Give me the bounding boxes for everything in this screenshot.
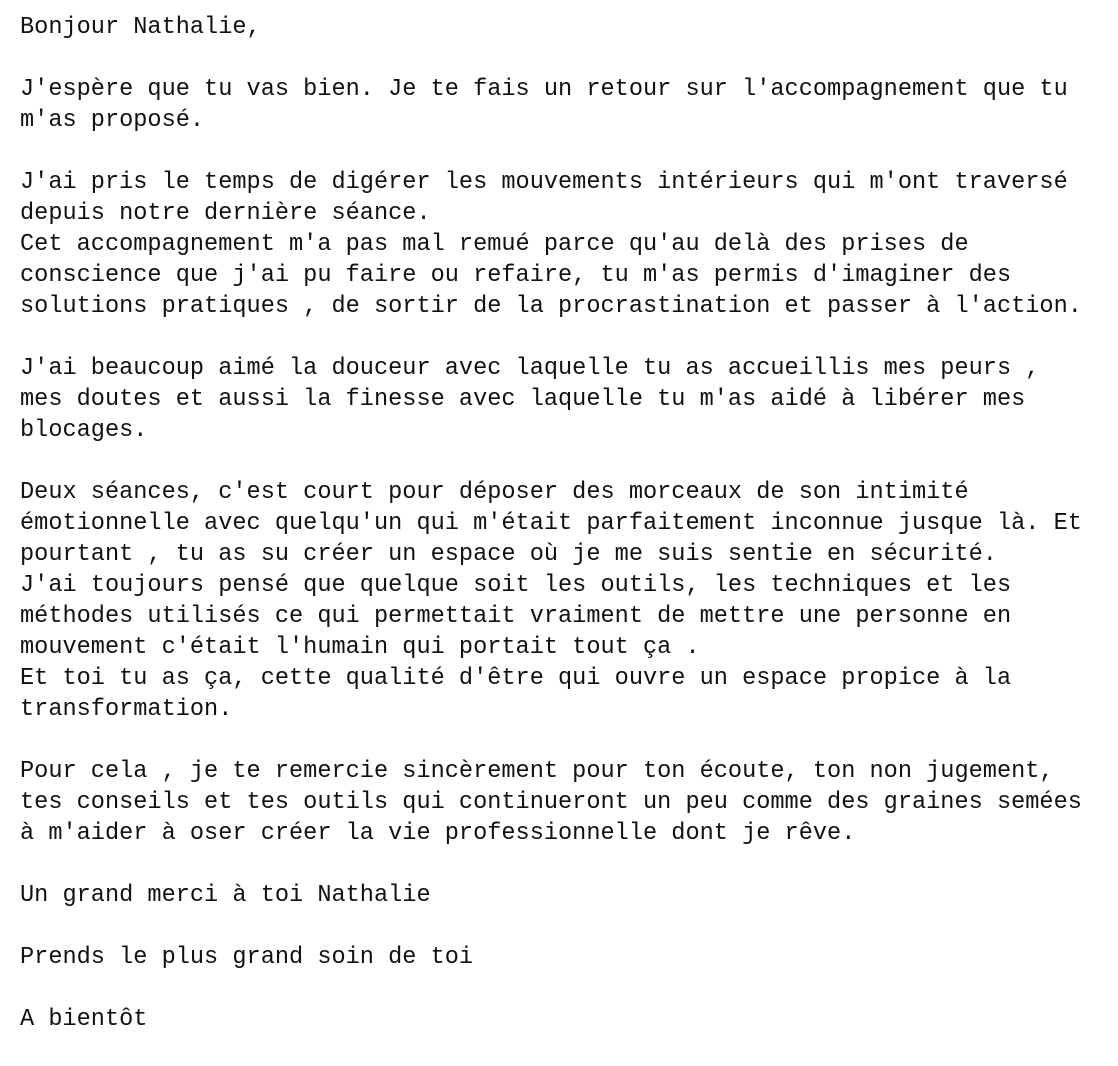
text-line: tes conseils et tes outils qui continueront un peu comme des graines semées	[20, 789, 1082, 816]
paragraph-appreciation	[20, 353, 1110, 446]
text-line: blocages.	[20, 417, 148, 444]
care-line	[20, 942, 1110, 973]
text-line: m'as proposé.	[20, 107, 205, 134]
text-line: pourtant , tu as su créer un espace où je me suis sentie en sécurité.	[20, 541, 997, 568]
text-line: mouvement c'était l'humain qui portait tout ça .	[20, 634, 700, 661]
text-line: Et toi tu as ça, cette qualité d'être qui ouvre un espace propice à la	[20, 665, 1012, 692]
text-line: Un grand merci à toi Nathalie	[20, 882, 431, 909]
text-line: Pour cela , je te remercie sincèrement pour ton écoute, ton non jugement,	[20, 758, 1054, 785]
paragraph-intro	[20, 74, 1110, 136]
text-line: transformation.	[20, 696, 233, 723]
text-line: à m'aider à oser créer la vie professionnelle dont je rêve.	[20, 820, 856, 847]
paragraph-gratitude	[20, 756, 1110, 849]
text-line: A bientôt	[20, 1006, 148, 1033]
text-line: J'espère que tu vas bien. Je te fais un retour sur l'accompagnement que tu	[20, 76, 1068, 103]
thanks-line	[20, 880, 1110, 911]
paragraph-reflection	[20, 167, 1110, 322]
text-line: conscience que j'ai pu faire ou refaire, tu m'as permis d'imaginer des	[20, 262, 1012, 289]
text-line: Prends le plus grand soin de toi	[20, 944, 474, 971]
text-line: méthodes utilisés ce qui permettait vraiment de mettre une personne en	[20, 603, 1012, 630]
paragraph-sessions	[20, 477, 1110, 725]
text-line: mes doutes et aussi la finesse avec laquelle tu m'as aidé à libérer mes	[20, 386, 1026, 413]
text-line: solutions pratiques , de sortir de la procrastination et passer à l'action.	[20, 293, 1082, 320]
greeting	[20, 12, 1110, 43]
text-line: J'ai toujours pensé que quelque soit les outils, les techniques et les	[20, 572, 1012, 599]
text-line: émotionnelle avec quelqu'un qui m'était parfaitement inconnue jusque là. Et	[20, 510, 1082, 537]
closing-line	[20, 1004, 1110, 1035]
text-line: Deux séances, c'est court pour déposer des morceaux de son intimité	[20, 479, 969, 506]
text-line: J'ai beaucoup aimé la douceur avec laquelle tu as accueillis mes peurs ,	[20, 355, 1040, 382]
text-line: Cet accompagnement m'a pas mal remué parce qu'au delà des prises de	[20, 231, 969, 258]
letter-body	[20, 12, 1110, 1066]
greeting-line: Bonjour Nathalie,	[20, 14, 261, 41]
text-line: J'ai pris le temps de digérer les mouvements intérieurs qui m'ont traversé	[20, 169, 1068, 196]
text-line: depuis notre dernière séance.	[20, 200, 431, 227]
